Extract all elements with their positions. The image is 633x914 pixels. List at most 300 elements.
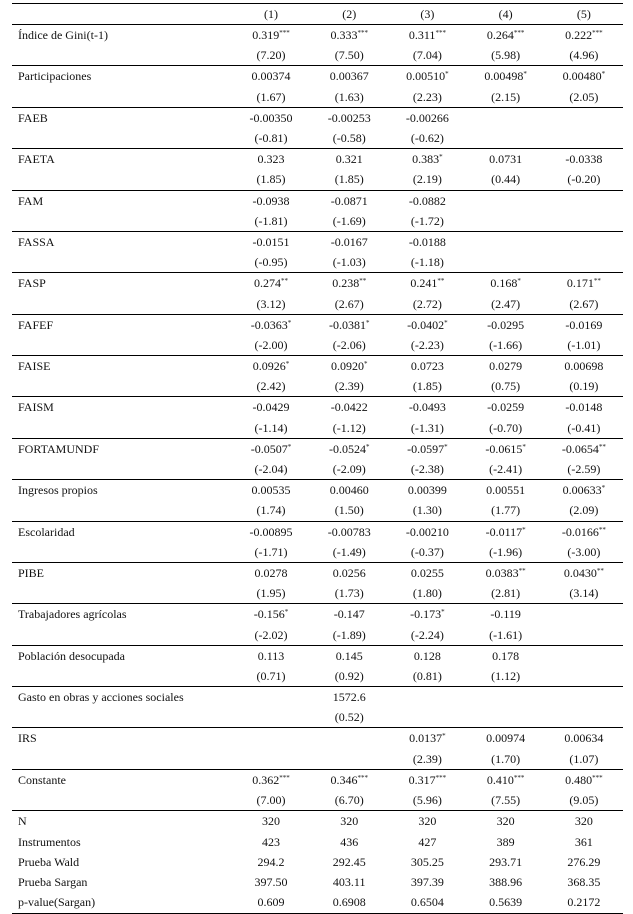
t-statistic-cell: (0.75): [491, 379, 521, 394]
variable-label: Trabajadores agrícolas: [12, 604, 232, 625]
coefficient-cell: 0.321: [310, 149, 388, 170]
column-header: (3): [388, 4, 466, 25]
t-statistic-cell: (4.96): [569, 48, 599, 63]
statistic-blank-cell: [12, 45, 232, 66]
statistic-blank-cell: [12, 707, 232, 728]
coefficient-cell: -0.0938: [232, 190, 310, 211]
t-statistic-cell: [467, 128, 545, 149]
t-statistic-cell: (2.81): [491, 586, 521, 601]
t-statistic-cell: [545, 211, 623, 232]
summary-stat-row: [12, 831, 623, 851]
t-statistic-cell: [388, 707, 466, 728]
coefficient-cell: -0.00210: [388, 521, 466, 542]
coefficient-cell: [545, 231, 623, 252]
variable-label: FORTAMUNDF: [12, 438, 232, 459]
t-statistic-cell: (-0.37): [410, 544, 444, 559]
coefficient-cell: 0.0731: [467, 149, 545, 170]
summary-stat-value: 388.96: [489, 875, 523, 890]
coefficient-cell: 0.0137*: [388, 728, 466, 749]
statistic-blank-cell: [12, 376, 232, 397]
statistic-blank-cell: [12, 211, 232, 232]
summary-stat-value: 294.2: [257, 854, 285, 869]
coefficient-cell: -0.0338: [545, 149, 623, 170]
coefficient-cell: 0.311***: [408, 28, 446, 43]
statistic-row: [12, 128, 623, 149]
statistic-row: [12, 790, 623, 811]
summary-stat-value: 320: [232, 811, 310, 832]
coefficient-cell: 0.0920*: [310, 356, 388, 377]
t-statistic-cell: (2.23): [412, 89, 442, 104]
t-statistic-cell: (-0.20): [567, 172, 601, 187]
t-statistic-cell: (5.98): [491, 48, 521, 63]
t-statistic-cell: (1.50): [334, 503, 364, 518]
coefficient-cell: 0.264***: [486, 28, 525, 43]
coefficient-cell: 0.00498*: [467, 66, 545, 87]
t-statistic-cell: (-0.70): [489, 420, 523, 435]
statistic-blank-cell: [12, 293, 232, 314]
summary-stat-value: 368.35: [567, 875, 601, 890]
variable-label: FAISE: [12, 356, 232, 377]
summary-stat-value: 320: [388, 811, 466, 832]
variable-label: IRS: [12, 728, 232, 749]
coefficient-cell: -0.0654**: [545, 438, 623, 459]
coefficient-cell: 0.319***: [252, 28, 290, 43]
summary-stat-value: 397.50: [254, 875, 288, 890]
coefficient-cell: 0.238**: [310, 273, 388, 294]
summary-stat-value: 397.39: [410, 875, 444, 890]
statistic-blank-cell: [12, 500, 232, 521]
variable-label: Escolaridad: [12, 521, 232, 542]
coefficient-cell: -0.0597*: [388, 438, 466, 459]
t-statistic-cell: [545, 624, 623, 645]
coefficient-cell: -0.119: [467, 604, 545, 625]
statistic-row: [12, 500, 623, 521]
t-statistic-cell: (1.85): [412, 379, 442, 394]
coefficient-cell: 0.410***: [467, 769, 545, 790]
t-statistic-cell: (-2.24): [410, 627, 444, 642]
t-statistic-cell: (1.80): [412, 586, 442, 601]
coefficient-cell: -0.0422: [310, 397, 388, 418]
coefficient-cell: -0.00895: [232, 521, 310, 542]
statistic-blank-cell: [12, 749, 232, 770]
coefficient-cell: 0.00535: [232, 480, 310, 501]
statistic-row: [12, 335, 623, 356]
t-statistic-cell: (5.96): [412, 793, 442, 808]
t-statistic-cell: (-2.41): [489, 462, 523, 477]
coefficient-cell: 0.128: [388, 645, 466, 666]
summary-stat-label: Prueba Sargan: [18, 875, 88, 890]
summary-stat-value: 0.6908: [310, 892, 388, 913]
t-statistic-cell: (7.04): [412, 48, 442, 63]
coefficient-cell: [467, 231, 545, 252]
t-statistic-cell: [467, 252, 545, 273]
coefficient-cell: -0.0871: [310, 190, 388, 211]
t-statistic-cell: (-1.96): [489, 544, 523, 559]
variable-label: Gasto en obras y acciones sociales: [12, 687, 232, 708]
coefficient-cell: -0.0166**: [545, 521, 623, 542]
coefficient-cell: -0.0259: [467, 397, 545, 418]
t-statistic-cell: (-2.38): [410, 462, 444, 477]
t-statistic-cell: (-2.59): [567, 462, 601, 477]
variable-row: [12, 438, 623, 459]
coefficient-cell: -0.0429: [232, 397, 310, 418]
t-statistic-cell: (-2.02): [254, 627, 288, 642]
coefficient-cell: 0.362***: [232, 769, 310, 790]
coefficient-cell: 0.0255: [388, 562, 466, 583]
variable-label: Constante: [12, 769, 232, 790]
coefficient-cell: [232, 687, 310, 708]
coefficient-cell: -0.00783: [310, 521, 388, 542]
coefficient-cell: -0.0117*: [467, 521, 545, 542]
t-statistic-cell: (3.12): [256, 296, 286, 311]
summary-stat-value: 0.2172: [545, 892, 623, 913]
statistic-row: [12, 252, 623, 273]
statistic-row: [12, 45, 623, 66]
coefficient-cell: 0.178: [467, 645, 545, 666]
statistic-row: [12, 376, 623, 397]
variable-label: PIBE: [12, 562, 232, 583]
t-statistic-cell: (2.67): [569, 296, 599, 311]
t-statistic-cell: (1.85): [334, 172, 364, 187]
variable-label: FAM: [12, 190, 232, 211]
variable-label: Ingresos propios: [12, 480, 232, 501]
statistic-row: [12, 211, 623, 232]
coefficient-cell: -0.0167: [310, 231, 388, 252]
coefficient-cell: 0.00480*: [545, 66, 623, 87]
statistic-blank-cell: [12, 169, 232, 190]
t-statistic-cell: [232, 707, 310, 728]
coefficient-cell: 0.0723: [388, 356, 466, 377]
variable-label: FAETA: [12, 149, 232, 170]
summary-stat-row: [12, 872, 623, 892]
coefficient-cell: [467, 687, 545, 708]
summary-stat-value: 436: [340, 834, 359, 849]
summary-stat-label: Prueba Wald: [18, 854, 80, 869]
statistic-row: [12, 293, 623, 314]
t-statistic-cell: [467, 707, 545, 728]
t-statistic-cell: (-1.49): [332, 544, 366, 559]
variable-row: [12, 149, 623, 170]
t-statistic-cell: (2.42): [256, 379, 286, 394]
column-header: (5): [545, 4, 623, 25]
coefficient-cell: -0.156*: [232, 604, 310, 625]
t-statistic-cell: (1.85): [256, 172, 286, 187]
summary-stat-row: [12, 811, 623, 832]
summary-stat-value: 292.45: [332, 854, 366, 869]
coefficient-cell: [232, 728, 310, 749]
t-statistic-cell: (-2.09): [332, 462, 366, 477]
coefficient-cell: 0.00698: [545, 356, 623, 377]
variable-label: FASSA: [12, 231, 232, 252]
t-statistic-cell: (2.09): [569, 503, 599, 518]
statistic-row: [12, 707, 623, 728]
t-statistic-cell: (-1.12): [332, 420, 366, 435]
coefficient-cell: 1572.6: [310, 687, 388, 708]
t-statistic-cell: (2.47): [491, 296, 521, 311]
summary-stat-value: 320: [545, 811, 623, 832]
coefficient-cell: [545, 107, 623, 128]
coefficient-cell: 0.274**: [232, 273, 310, 294]
variable-label: Población desocupada: [12, 645, 232, 666]
statistic-blank-cell: [12, 87, 232, 108]
summary-stat-label: Instrumentos: [18, 834, 81, 849]
statistic-blank-cell: [12, 459, 232, 480]
statistic-row: [12, 418, 623, 439]
coefficient-cell: 0.0279: [467, 356, 545, 377]
statistic-row: [12, 624, 623, 645]
t-statistic-cell: (7.00): [256, 793, 286, 808]
t-statistic-cell: (7.20): [256, 48, 286, 63]
variable-row: [12, 231, 623, 252]
t-statistic-cell: (1.74): [256, 503, 286, 518]
coefficient-cell: 0.222***: [565, 28, 603, 43]
summary-stat-value: 320: [310, 811, 388, 832]
coefficient-cell: 0.00367: [310, 66, 388, 87]
summary-stat-value: 305.25: [410, 854, 444, 869]
t-statistic-cell: (-2.04): [254, 462, 288, 477]
t-statistic-cell: (1.77): [491, 503, 521, 518]
t-statistic-cell: (0.81): [412, 668, 442, 683]
statistic-blank-cell: [12, 335, 232, 356]
coefficient-cell: 0.00374: [232, 66, 310, 87]
t-statistic-cell: (1.07): [569, 751, 599, 766]
t-statistic-cell: (1.73): [334, 586, 364, 601]
statistic-row: [12, 583, 623, 604]
t-statistic-cell: (-1.71): [254, 544, 288, 559]
t-statistic-cell: (-0.95): [254, 255, 288, 270]
t-statistic-cell: [545, 252, 623, 273]
summary-stat-value: 320: [467, 811, 545, 832]
t-statistic-cell: (2.39): [334, 379, 364, 394]
t-statistic-cell: (2.15): [491, 89, 521, 104]
t-statistic-cell: (-1.14): [254, 420, 288, 435]
t-statistic-cell: [545, 128, 623, 149]
t-statistic-cell: (-1.89): [332, 627, 366, 642]
t-statistic-cell: (0.44): [491, 172, 521, 187]
t-statistic-cell: [310, 749, 388, 770]
summary-stat-value: 403.11: [332, 875, 366, 890]
coefficient-cell: 0.00974: [467, 728, 545, 749]
t-statistic-cell: (-1.72): [410, 213, 444, 228]
variable-row: [12, 314, 623, 335]
coefficient-cell: -0.00350: [232, 107, 310, 128]
statistic-row: [12, 87, 623, 108]
t-statistic-cell: (-3.00): [567, 544, 601, 559]
coefficient-cell: 0.00551: [467, 480, 545, 501]
t-statistic-cell: (-1.18): [410, 255, 444, 270]
t-statistic-cell: (6.70): [334, 793, 364, 808]
coefficient-cell: -0.0295: [467, 314, 545, 335]
statistic-blank-cell: [12, 252, 232, 273]
summary-stat-value: 423: [262, 834, 280, 849]
coefficient-cell: -0.0493: [388, 397, 466, 418]
coefficient-cell: [310, 728, 388, 749]
statistic-blank-cell: [12, 542, 232, 563]
t-statistic-cell: (0.19): [569, 379, 599, 394]
coefficient-cell: 0.0383**: [467, 562, 545, 583]
coefficient-cell: -0.0169: [545, 314, 623, 335]
coefficient-cell: 0.333***: [330, 28, 368, 43]
variable-row: [12, 769, 623, 790]
coefficient-cell: -0.0151: [232, 231, 310, 252]
column-header: (1): [232, 4, 310, 25]
t-statistic-cell: (0.92): [334, 668, 364, 683]
variable-label: FAEB: [12, 107, 232, 128]
statistic-row: [12, 666, 623, 687]
variable-label: FAFEF: [12, 314, 232, 335]
variable-row: [12, 356, 623, 377]
t-statistic-cell: (2.19): [412, 172, 442, 187]
coefficient-cell: 0.0278: [232, 562, 310, 583]
variable-label: FAISM: [12, 397, 232, 418]
statistic-blank-cell: [12, 128, 232, 149]
summary-stat-row: [12, 892, 623, 913]
coefficient-cell: 0.00634: [545, 728, 623, 749]
summary-stat-value: 276.29: [567, 854, 601, 869]
statistic-blank-cell: [12, 583, 232, 604]
regression-table: [12, 3, 623, 914]
coefficient-cell: -0.0188: [388, 231, 466, 252]
statistic-row: [12, 169, 623, 190]
t-statistic-cell: (-0.58): [332, 131, 366, 146]
variable-label: FASP: [12, 273, 232, 294]
statistic-blank-cell: [12, 790, 232, 811]
coefficient-cell: -0.0882: [388, 190, 466, 211]
variable-row: [12, 273, 623, 294]
coefficient-cell: -0.0507*: [232, 438, 310, 459]
coefficient-cell: 0.0430**: [545, 562, 623, 583]
coefficient-cell: [388, 687, 466, 708]
t-statistic-cell: (2.72): [412, 296, 442, 311]
t-statistic-cell: (2.39): [412, 751, 442, 766]
t-statistic-cell: [467, 211, 545, 232]
t-statistic-cell: (-1.31): [410, 420, 444, 435]
t-statistic-cell: (0.71): [256, 668, 286, 683]
table-body: [12, 25, 623, 914]
variable-label: Índice de Gini(t-1): [18, 28, 108, 43]
t-statistic-cell: (-0.81): [254, 131, 288, 146]
summary-stat-value: 427: [418, 834, 437, 849]
coefficient-cell: 0.383*: [388, 149, 466, 170]
t-statistic-cell: (-0.41): [567, 420, 601, 435]
coefficient-cell: -0.0363*: [232, 314, 310, 335]
t-statistic-cell: (1.30): [412, 503, 442, 518]
t-statistic-cell: (1.70): [491, 751, 521, 766]
t-statistic-cell: (-0.62): [410, 131, 444, 146]
statistic-row: [12, 459, 623, 480]
coefficient-cell: [545, 190, 623, 211]
summary-stat-value: 293.71: [489, 854, 523, 869]
coefficient-cell: -0.173*: [388, 604, 466, 625]
coefficient-cell: 0.346***: [310, 769, 388, 790]
coefficient-cell: 0.00633*: [545, 480, 623, 501]
coefficient-cell: 0.480***: [545, 769, 623, 790]
header-blank-cell: [12, 4, 232, 25]
variable-row: [12, 604, 623, 625]
statistic-row: [12, 542, 623, 563]
column-header: (4): [467, 4, 545, 25]
coefficient-cell: -0.147: [310, 604, 388, 625]
t-statistic-cell: (-1.61): [489, 627, 523, 642]
variable-row: [12, 521, 623, 542]
summary-stat-label: p-value(Sargan): [12, 892, 232, 913]
table-header: [12, 4, 623, 25]
variable-row: [12, 562, 623, 583]
t-statistic-cell: (2.05): [569, 89, 599, 104]
coefficient-cell: [545, 687, 623, 708]
t-statistic-cell: (2.67): [334, 296, 364, 311]
variable-row: [12, 25, 623, 46]
coefficient-cell: -0.0524*: [310, 438, 388, 459]
coefficient-cell: -0.0615*: [467, 438, 545, 459]
t-statistic-cell: [545, 666, 623, 687]
t-statistic-cell: (3.14): [569, 586, 599, 601]
summary-stat-value: 0.5639: [467, 892, 545, 913]
coefficient-cell: -0.00253: [310, 107, 388, 128]
t-statistic-cell: (-1.01): [567, 337, 601, 352]
t-statistic-cell: [232, 749, 310, 770]
coefficient-cell: 0.317***: [388, 769, 466, 790]
statistic-blank-cell: [12, 624, 232, 645]
coefficient-cell: [467, 107, 545, 128]
coefficient-cell: 0.241**: [388, 273, 466, 294]
variable-row: [12, 190, 623, 211]
statistic-blank-cell: [12, 666, 232, 687]
t-statistic-cell: (7.55): [491, 793, 521, 808]
t-statistic-cell: (7.50): [334, 48, 364, 63]
summary-stat-value: 0.609: [232, 892, 310, 913]
coefficient-cell: [467, 190, 545, 211]
statistic-blank-cell: [12, 418, 232, 439]
coefficient-cell: 0.168*: [467, 273, 545, 294]
t-statistic-cell: [545, 707, 623, 728]
coefficient-cell: -0.0402*: [388, 314, 466, 335]
t-statistic-cell: (-1.69): [332, 213, 366, 228]
coefficient-cell: -0.00266: [388, 107, 466, 128]
summary-stat-value: 0.6504: [388, 892, 466, 913]
variable-row: [12, 480, 623, 501]
statistic-row: [12, 749, 623, 770]
variable-label: Participaciones: [12, 66, 232, 87]
coefficient-cell: 0.145: [310, 645, 388, 666]
t-statistic-cell: (-1.81): [254, 213, 288, 228]
coefficient-cell: 0.0926*: [232, 356, 310, 377]
coefficient-cell: 0.0256: [310, 562, 388, 583]
variable-row: [12, 107, 623, 128]
coefficient-cell: [545, 645, 623, 666]
t-statistic-cell: (1.95): [256, 586, 286, 601]
coefficient-cell: 0.00399: [388, 480, 466, 501]
t-statistic-cell: (-1.66): [489, 337, 523, 352]
coefficient-cell: 0.171**: [545, 273, 623, 294]
variable-row: [12, 728, 623, 749]
summary-stat-value: 361: [574, 834, 593, 849]
coefficient-cell: -0.0381*: [310, 314, 388, 335]
header-row: [12, 4, 623, 25]
t-statistic-cell: (-2.23): [410, 337, 444, 352]
t-statistic-cell: (-2.00): [254, 337, 288, 352]
variable-row: [12, 397, 623, 418]
t-statistic-cell: (1.12): [491, 668, 521, 683]
t-statistic-cell: (1.63): [334, 89, 364, 104]
coefficient-cell: 0.00460: [310, 480, 388, 501]
column-header: (2): [310, 4, 388, 25]
summary-stat-label: N: [12, 811, 232, 832]
coefficient-cell: 0.323: [232, 149, 310, 170]
t-statistic-cell: (0.52): [334, 710, 364, 725]
variable-row: [12, 645, 623, 666]
coefficient-cell: 0.113: [232, 645, 310, 666]
